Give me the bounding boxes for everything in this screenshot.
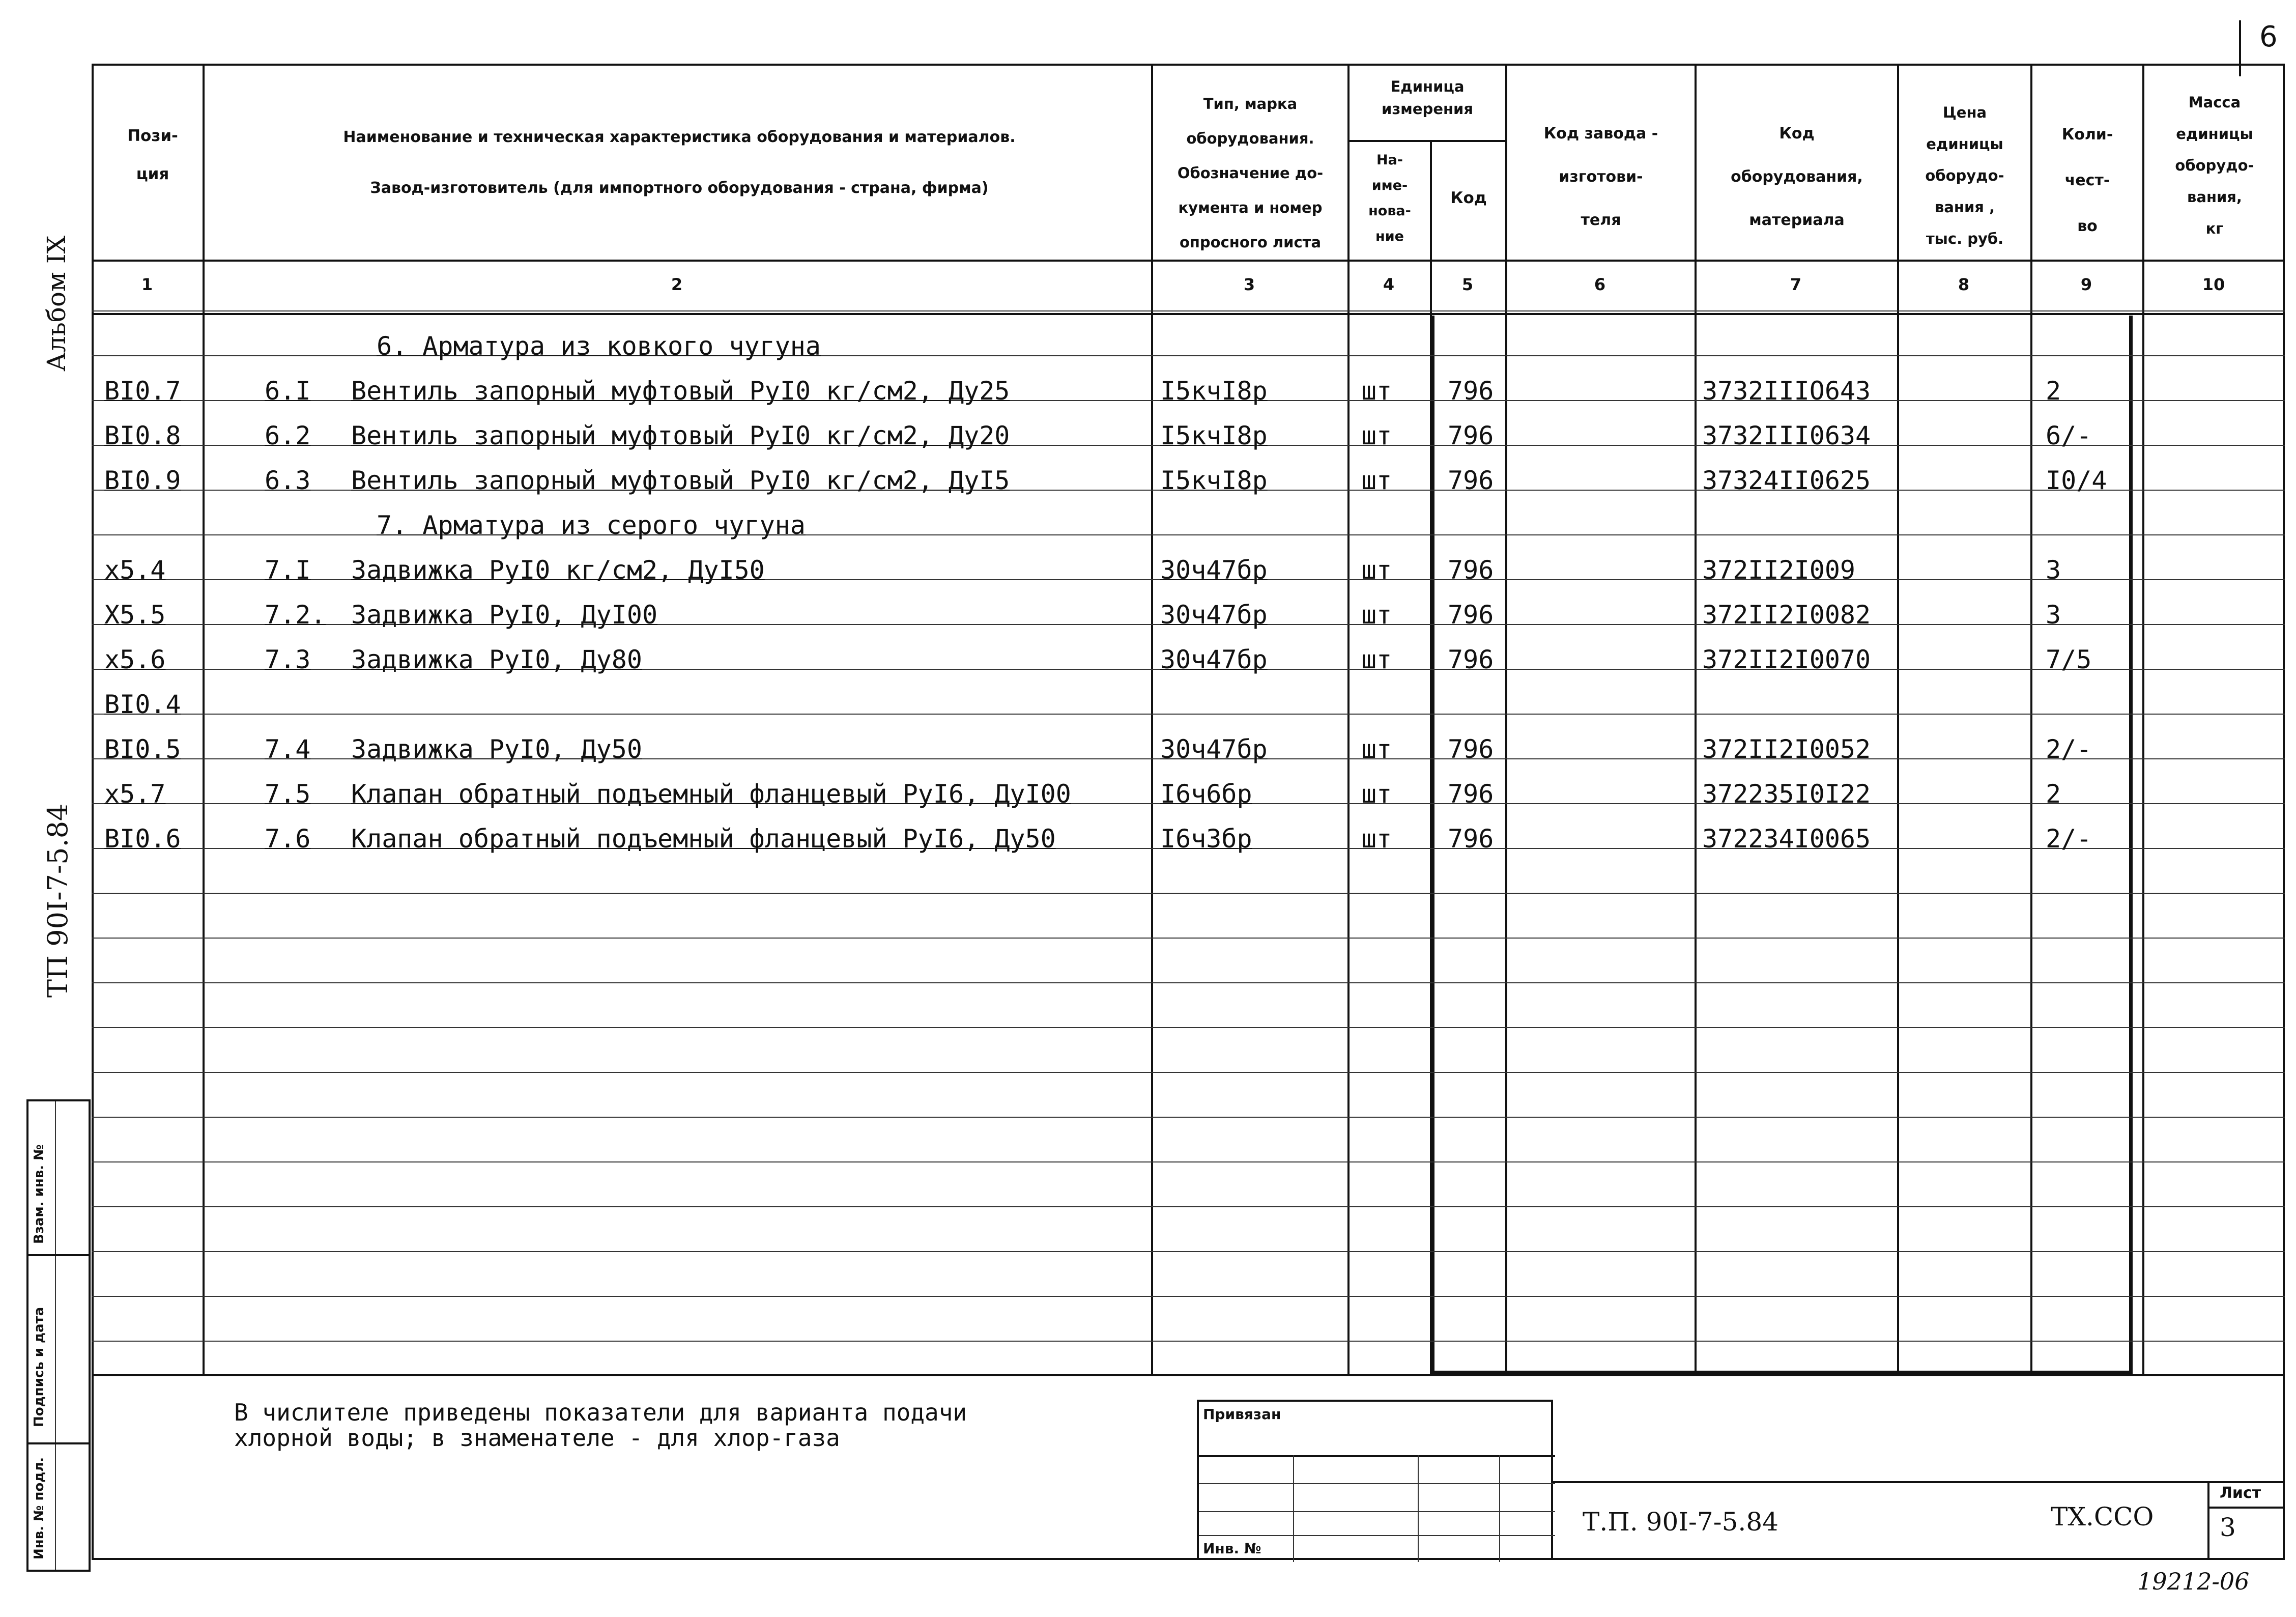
row-line — [92, 1296, 2285, 1297]
stamp-inv: Инв. № подл. — [32, 1457, 47, 1559]
colnum-4: 4 — [1383, 275, 1395, 294]
cell-pos: x5.6 — [104, 645, 166, 674]
row-line — [92, 1072, 2285, 1073]
cell-ucode: 796 — [1448, 645, 1494, 674]
stamp-vzam: Взам. инв. № — [32, 1144, 47, 1244]
cell-idx: 7.6 — [265, 824, 311, 854]
page-number: 6 — [2259, 20, 2278, 53]
cell-pos: BI0.9 — [104, 466, 181, 495]
side-stamp — [26, 1099, 91, 1572]
cell-qty: 3 — [2046, 555, 2061, 585]
cell-idx: 7.4 — [265, 734, 311, 764]
cell-name: Клапан обратный подъемный фланцевый РуI6, Ду50 — [351, 824, 1056, 854]
row-line — [92, 982, 2285, 983]
cell-pos: BI0.7 — [104, 376, 181, 406]
sheet-box — [2207, 1481, 2285, 1560]
colnum-5: 5 — [1461, 275, 1474, 294]
row-line — [92, 1117, 2285, 1118]
cell-pos: BI0.6 — [104, 824, 181, 854]
cell-unit: шт — [1361, 466, 1392, 495]
row-line — [92, 1206, 2285, 1207]
privyazan-label: Привязан — [1203, 1406, 1281, 1423]
hdr-name: Наименование и техническая характеристика оборудования и материалов. Завод-изготовитель (для импортного оборудования - страна, фирма) — [343, 128, 1016, 197]
cell-unit: шт — [1361, 421, 1392, 450]
cell-code: 372II2I009 — [1702, 555, 1856, 585]
colnum-2: 2 — [671, 275, 683, 294]
cell-ucode: 796 — [1448, 734, 1494, 764]
album-label: Альбом IX — [42, 235, 71, 372]
cell-unit: шт — [1361, 645, 1392, 674]
cell-qty: 6/- — [2046, 421, 2092, 450]
footnote-line-2: хлорной воды; в знаменателе - для хлор-газа — [234, 1424, 840, 1452]
hdr-equip-code: Код оборудования, материала — [1731, 125, 1863, 229]
cell-name: Задвижка РуI0, ДуI00 — [351, 600, 658, 630]
colnum-9: 9 — [2080, 275, 2092, 294]
doc-code: Т.П. 90I-7-5.84 — [1583, 1507, 1778, 1537]
cell-code: 372II2I0082 — [1702, 600, 1871, 630]
cell-idx: 6.I — [265, 376, 311, 406]
cell-type: I6ч3бр — [1160, 824, 1252, 854]
cell-type: 30ч47бр — [1160, 600, 1268, 630]
cell-name: Вентиль запорный муфтовый РуI0 кг/см2, Ду25 — [351, 376, 1010, 406]
handwritten-number: 19212-06 — [2137, 1568, 2250, 1595]
cell-code: 372234I0065 — [1702, 824, 1871, 854]
cell-ucode: 796 — [1448, 779, 1494, 809]
stamp-podpis: Подпись и дата — [32, 1307, 47, 1427]
hdr-type: Тип, марка оборудования. Обозначение до- кумента и номер опросного листа — [1177, 95, 1324, 251]
hdr-qty: Коли- чест- во — [2061, 126, 2113, 235]
cell-pos: x5.4 — [104, 555, 166, 585]
hdr-unit-name: На- име- нова- ние — [1368, 152, 1411, 244]
cell-unit: шт — [1361, 376, 1392, 406]
cell-name: Вентиль запорный муфтовый РуI0 кг/см2, ДуI5 — [351, 466, 1010, 495]
colnum-8: 8 — [1958, 275, 1970, 294]
cell-type: I6ч6бр — [1160, 779, 1252, 809]
cell-qty: 2 — [2046, 376, 2061, 406]
colnum-1: 1 — [141, 275, 153, 294]
cell-pos: BI0.8 — [104, 421, 181, 450]
hdr-pos: Пози- ция — [127, 127, 178, 183]
cell-name: Задвижка РуI0, Ду80 — [351, 645, 642, 674]
cell-code: 372235I0I22 — [1702, 779, 1871, 809]
cell-qty: 7/5 — [2046, 645, 2092, 674]
cell-unit: шт — [1361, 555, 1392, 585]
cell-idx: 7.5 — [265, 779, 311, 809]
cell-type: 30ч47бр — [1160, 555, 1268, 585]
cell-unit: шт — [1361, 779, 1392, 809]
cell-qty: 2 — [2046, 779, 2061, 809]
cell-code: 372II2I0052 — [1702, 734, 1871, 764]
cell-type: 30ч47бр — [1160, 734, 1268, 764]
cell-type: I5кчI8р — [1160, 466, 1268, 495]
cell-code: 372II2I0070 — [1702, 645, 1871, 674]
cell-ucode: 796 — [1448, 824, 1494, 854]
cell-qty: 3 — [2046, 600, 2061, 630]
cell-pos: X5.5 — [104, 600, 166, 630]
cell-ucode: 796 — [1448, 600, 1494, 630]
hdr-unit-group: Единица измерения — [1382, 78, 1473, 118]
cell-unit: шт — [1361, 824, 1392, 854]
cell-ucode: 796 — [1448, 421, 1494, 450]
cell-code: 3732III0634 — [1702, 421, 1871, 450]
cell-name: Вентиль запорный муфтовый РуI0 кг/см2, Ду20 — [351, 421, 1010, 450]
sheet-number: 3 — [2220, 1513, 2236, 1542]
drawing-mark: ТХ.ССО — [2051, 1502, 2154, 1531]
cell-name: Клапан обратный подъемный фланцевый РуI6, ДуI00 — [351, 779, 1071, 809]
cell-pos: BI0.4 — [104, 690, 181, 719]
colnum-3: 3 — [1243, 275, 1255, 294]
cell-code: 3732IIIO643 — [1702, 376, 1871, 406]
row-line — [92, 1251, 2285, 1252]
row-line — [92, 1161, 2285, 1162]
cell-idx: 6.2 — [265, 421, 311, 450]
cell-idx: 7.2. — [265, 600, 326, 630]
cell-pos: x5.7 — [104, 779, 166, 809]
cell-idx: 7.I — [265, 555, 311, 585]
colnum-10: 10 — [2202, 275, 2225, 294]
hdr-price: Цена единицы оборудо- вания , тыс. руб. — [1925, 104, 2004, 247]
cell-name: Задвижка РуI0, Ду50 — [351, 734, 642, 764]
section-title: 6. Арматура из ковкого чугуна — [377, 331, 821, 361]
row-line — [92, 714, 2285, 715]
row-line — [92, 893, 2285, 894]
cell-ucode: 796 — [1448, 555, 1494, 585]
cell-name: Задвижка РуI0 кг/см2, ДуI50 — [351, 555, 765, 585]
cell-ucode: 796 — [1448, 376, 1494, 406]
sheet-label: Лист — [2220, 1484, 2261, 1502]
inv-no-label: Инв. № — [1203, 1540, 1261, 1557]
row-line — [92, 938, 2285, 939]
colnum-7: 7 — [1790, 275, 1802, 294]
hdr-mass: Масса единицы оборудо- вания, кг — [2175, 94, 2254, 237]
row-line — [92, 1027, 2285, 1028]
cell-unit: шт — [1361, 734, 1392, 764]
hdr-maker-code: Код завода - изготови- теля — [1543, 125, 1658, 229]
cell-type: I5кчI8р — [1160, 421, 1268, 450]
project-code-label: ТП 90I-7-5.84 — [42, 803, 74, 998]
cell-pos: BI0.5 — [104, 734, 181, 764]
cell-unit: шт — [1361, 600, 1392, 630]
cell-type: I5кчI8р — [1160, 376, 1268, 406]
hdr-unit-code: Код — [1450, 189, 1487, 207]
cell-qty: I0/4 — [2046, 466, 2107, 495]
row-line — [92, 310, 2285, 311]
colnum-6: 6 — [1594, 275, 1606, 294]
cell-qty: 2/- — [2046, 824, 2092, 854]
cell-type: 30ч47бр — [1160, 645, 1268, 674]
cell-idx: 6.3 — [265, 466, 311, 495]
privyazan-block — [1197, 1400, 1553, 1560]
cell-code: 37324II0625 — [1702, 466, 1871, 495]
row-line — [92, 1341, 2285, 1342]
cell-idx: 7.3 — [265, 645, 311, 674]
section-title: 7. Арматура из серого чугуна — [377, 510, 806, 540]
footnote-line-1: В числителе приведены показатели для варианта подачи — [234, 1399, 967, 1426]
cell-qty: 2/- — [2046, 734, 2092, 764]
cell-ucode: 796 — [1448, 466, 1494, 495]
